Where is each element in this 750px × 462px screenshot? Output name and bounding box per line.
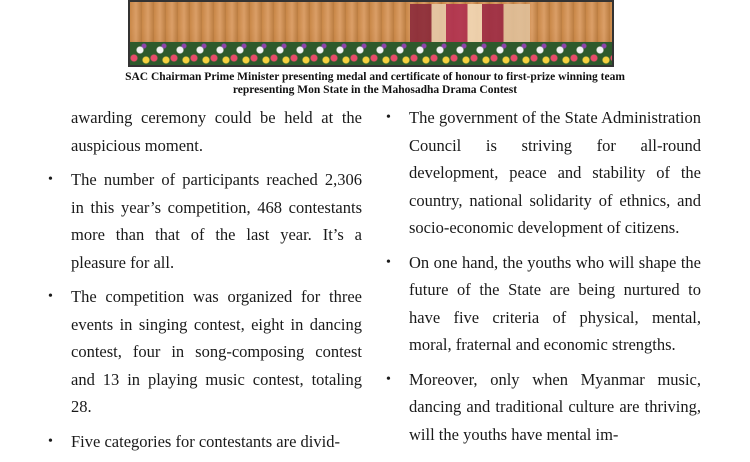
- flower-arrangement: [130, 42, 612, 65]
- caption-line-1: SAC Chairman Prime Minister presenting medal and certificate of honour to first-prize winning team: [125, 71, 625, 83]
- bullet-item: [48, 283, 362, 421]
- bullet-item: [48, 166, 362, 276]
- bullet-icon: •: [386, 371, 391, 387]
- award-recipients: [410, 4, 530, 44]
- ceremony-photo: [128, 0, 614, 67]
- bullet-icon: •: [48, 289, 53, 304]
- bullet-icon: •: [386, 110, 391, 125]
- bullet-item: [48, 428, 362, 456]
- bullet-text: Five categories for contestants are divid-: [71, 431, 340, 451]
- right-column: [386, 104, 701, 455]
- left-column: [48, 104, 362, 462]
- bullet-text: The competition was organized for three events in singing contest, eight in dancing contest, four in song-composing contest and 13 in playing music contest, totaling 28.: [71, 287, 362, 416]
- bullet-text: The number of participants reached 2,306 in this year’s competition, 468 contestants more than that of the last year. It’s a pleasure for all.: [71, 170, 362, 272]
- bullet-item: [386, 249, 701, 359]
- bullet-item: [386, 104, 701, 242]
- photo-caption: [60, 71, 690, 97]
- bullet-icon: •: [48, 433, 53, 449]
- bullet-item: [386, 366, 701, 449]
- bullet-text: Moreover, only when Myanmar music, dancing and traditional culture are thriving, will the youths have mental im-: [409, 369, 701, 444]
- bullet-icon: •: [48, 172, 53, 187]
- bullet-text: On one hand, the youths who will shape the future of the State are being nurtured to have five criteria of physical, mental, moral, fraternal and economic strengths.: [409, 252, 701, 354]
- bullet-text: The government of the State Administration Council is striving for all-round development, peace and stability of the country, national solidarity of ethnics, and socio-economic development of citizens.: [409, 108, 701, 237]
- caption-line-2: representing Mon State in the Mahosadha Drama Contest: [232, 84, 518, 96]
- stage-curtain: [130, 2, 612, 42]
- bullet-icon: •: [386, 254, 391, 270]
- continued-paragraph: awarding ceremony could be held at the auspicious moment.: [71, 108, 362, 155]
